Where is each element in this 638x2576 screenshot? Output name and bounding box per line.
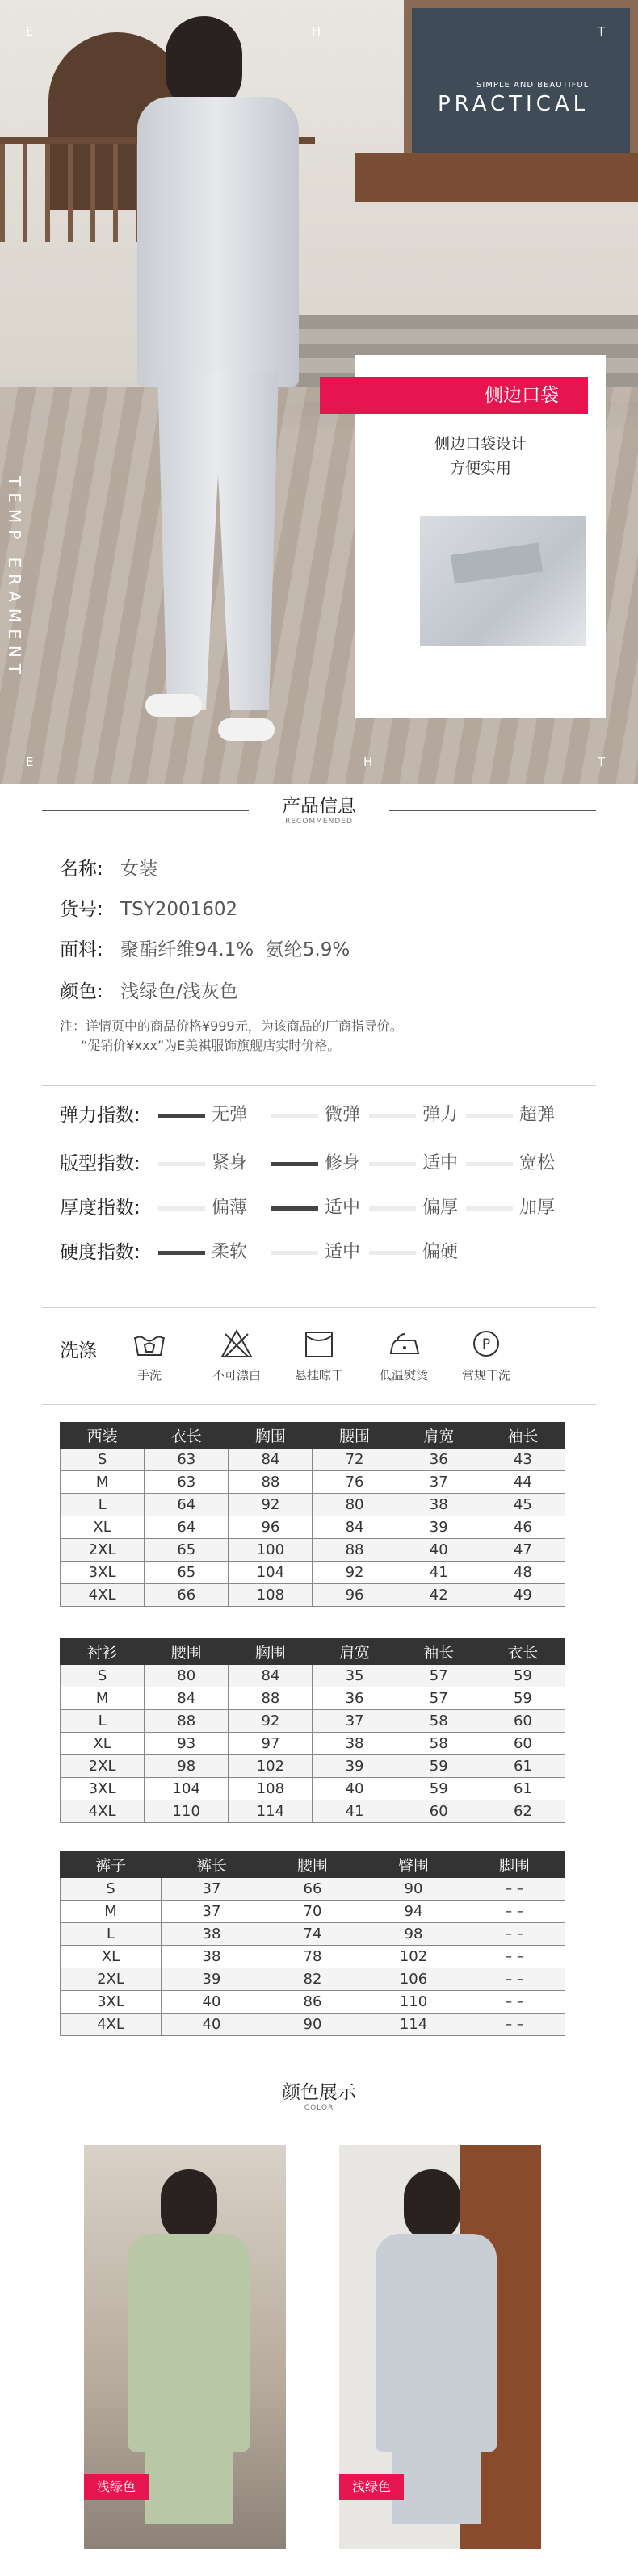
table-header-row [61,1852,565,1878]
table-cell: 57 [397,1687,481,1710]
table-row [61,1584,565,1607]
table-header-cell: 腰围 [313,1423,397,1449]
index-option-bar [271,1114,318,1118]
table-cell: 96 [313,1584,397,1607]
table-cell: 3XL [61,1991,162,2014]
index-option-bar [271,1162,318,1166]
table-header-cell: 裤子 [61,1852,162,1878]
table-row [61,1471,565,1494]
table-cell: 41 [313,1800,397,1823]
table-cell: L [61,1923,162,1946]
table-header-cell: 裤长 [162,1852,262,1878]
photo-model-outfit [128,2234,250,2452]
table-row [61,1733,565,1755]
table-row [61,1923,565,1946]
table-row [61,1710,565,1733]
table-cell: 110 [145,1800,229,1823]
divider-info [42,1085,596,1086]
photo-model-head [161,2169,217,2242]
index-option-bar [466,1206,513,1211]
table-cell: S [61,1449,145,1471]
price-note-line1: 注：详情页中的商品价格¥999元，为该商品的厂商指导价。 [60,1018,403,1034]
info-fabric-label: 面料: [60,939,103,960]
table-row [61,1778,565,1800]
table-cell: 59 [481,1665,565,1687]
table-cell: 48 [481,1562,565,1584]
table-cell: S [61,1878,162,1901]
info-sku-row [60,894,237,921]
table-cell: 65 [145,1562,229,1584]
pocket-flap [451,543,543,584]
table-cell: 110 [363,1991,464,2014]
index-option-bar [466,1162,513,1166]
model-jacket [137,97,299,387]
table-cell: 104 [145,1778,229,1800]
table-cell: – – [464,1946,565,1968]
table-cell: XL [61,1733,145,1755]
table-cell: 78 [262,1946,363,1968]
index-option-bar [158,1251,205,1255]
table-cell: 39 [162,1968,262,1991]
index-option-text: 偏薄 [212,1198,248,1218]
table-cell: 93 [145,1733,229,1755]
hang-dry-icon [301,1328,337,1360]
corner-letter-br: T [598,755,606,769]
table-row [61,1968,565,1991]
table-cell: 2XL [61,1755,145,1778]
info-name-value: 女装 [120,859,158,880]
index-option-text: 紧身 [212,1153,248,1173]
table-cell: 37 [397,1471,481,1494]
index-label: 厚度指数: [60,1198,141,1219]
table-cell: 74 [262,1923,363,1946]
table-row [61,1991,565,2014]
index-option-text: 柔软 [212,1242,248,1262]
table-cell: 47 [481,1539,565,1562]
info-color-row [60,976,238,1003]
info-fabric-value: 聚酯纤维94.1% 氨纶5.9% [120,939,350,960]
table-cell: – – [464,1991,565,2014]
index-option-text: 无弹 [212,1105,248,1125]
model-shoe-left [145,694,202,717]
table-row [61,1755,565,1778]
table-row [61,1878,565,1901]
index-option-text: 弹力 [422,1105,459,1125]
dry-clean-icon [468,1328,504,1360]
model-shoe-right [218,718,275,741]
index-option-text: 适中 [325,1198,361,1218]
table-row [61,1562,565,1584]
index-option-bar [271,1206,318,1211]
table-row [61,1665,565,1687]
index-option-bar [158,1206,205,1211]
table-cell: 36 [313,1687,397,1710]
photo-model-head [404,2169,460,2242]
info-fabric-row [60,935,350,961]
table-cell: L [61,1710,145,1733]
wash-item-label: 悬挂晾干 [294,1368,343,1382]
info-name-label: 名称: [60,859,103,880]
feature-desc-line1: 侧边口袋设计 [434,435,527,453]
table-header-cell: 胸围 [229,1423,313,1449]
table-header-cell: 胸围 [229,1639,313,1665]
info-sku-label: 货号: [60,899,103,920]
corner-letter-tr: T [598,24,606,39]
table-cell: 40 [397,1539,481,1562]
table-header-cell: 衣长 [481,1639,565,1665]
table-cell: 4XL [61,1584,145,1607]
hero-planter [355,153,638,202]
table-cell: 90 [262,2014,363,2036]
corner-letter-bl: E [26,755,34,769]
table-cell: 59 [397,1755,481,1778]
table-cell: 40 [313,1778,397,1800]
table-header-cell: 腰围 [262,1852,363,1878]
index-option-text: 偏硬 [422,1242,459,1262]
table-row [61,1449,565,1471]
table-cell: 38 [397,1494,481,1516]
hero-subtitle: SIMPLE AND BEAUTIFUL [476,81,590,90]
table-cell: – – [464,2014,565,2036]
size-table-shirt [60,1638,565,1823]
photo-model-legs [392,2444,481,2524]
corner-letter-bm: H [363,755,373,769]
corner-letter-tm: H [312,24,321,39]
table-cell: 84 [229,1665,313,1687]
table-header-cell: 西装 [61,1423,145,1449]
wash-item-hang-dry [279,1328,359,1383]
table-cell: 35 [313,1665,397,1687]
index-row [60,1239,577,1266]
table-cell: 40 [162,2014,262,2036]
info-color-value: 浅绿色/浅灰色 [120,981,238,1002]
index-option-text: 修身 [325,1153,361,1173]
table-cell: M [61,1901,162,1923]
heading-line-left [42,810,249,811]
price-note [60,1017,403,1056]
table-cell: 49 [481,1584,565,1607]
color-show-subtitle: COLOR [304,2104,334,2112]
table-cell: 88 [313,1539,397,1562]
table-cell: 92 [229,1710,313,1733]
table-cell: 4XL [61,1800,145,1823]
index-option-bar [158,1162,205,1166]
table-cell: 59 [481,1687,565,1710]
table-cell: 37 [313,1710,397,1733]
table-header-cell: 衣长 [145,1423,229,1449]
table-cell: 63 [145,1471,229,1494]
table-header-row [61,1423,565,1449]
table-cell: M [61,1471,145,1494]
table-cell: M [61,1687,145,1710]
svg-text:P: P [481,1336,491,1353]
info-color-label: 颜色: [60,981,103,1002]
table-cell: 39 [397,1516,481,1539]
index-option-text: 适中 [325,1242,361,1262]
table-cell: 64 [145,1516,229,1539]
wash-item-no-bleach [196,1328,277,1383]
index-option-bar [369,1162,416,1166]
index-option-bar [466,1114,513,1118]
table-cell: 84 [313,1516,397,1539]
heading-line-right [389,810,596,811]
table-cell: 42 [397,1584,481,1607]
wash-item-low-iron [363,1328,444,1383]
table-cell: 98 [145,1755,229,1778]
table-cell: 3XL [61,1778,145,1800]
wash-item-label: 常规干洗 [461,1368,510,1382]
table-cell: 38 [162,1923,262,1946]
color-show-heading [0,2082,638,2113]
table-header-cell: 袖长 [397,1639,481,1665]
index-row [60,1102,577,1129]
table-cell: – – [464,1923,565,1946]
table-cell: 102 [229,1755,313,1778]
table-cell: 88 [229,1687,313,1710]
size-table-pants [60,1851,565,2036]
index-label: 版型指数: [60,1153,141,1174]
table-cell: 106 [363,1968,464,1991]
table-header-cell: 袖长 [481,1423,565,1449]
table-cell: 104 [229,1562,313,1584]
table-cell: 94 [363,1901,464,1923]
table-cell: 76 [313,1471,397,1494]
table-cell: 63 [145,1449,229,1471]
photo-model-legs [145,2444,233,2524]
table-cell: 41 [397,1562,481,1584]
feature-tag: 侧边口袋 [320,377,588,414]
wash-label: 洗涤 [60,1340,97,1361]
index-option-bar [369,1206,416,1211]
size-table-jacket [60,1422,565,1607]
table-cell: 88 [145,1710,229,1733]
divider-wash [42,1404,596,1405]
color-tag: 浅绿色 [84,2474,149,2500]
table-cell: 108 [229,1778,313,1800]
price-note-line2: “促销价¥xxx”为E美祺服饰旗舰店实时价格。 [81,1038,341,1053]
table-cell: 97 [229,1733,313,1755]
hero-vertical-text: TEMP ERAMENT [5,476,24,681]
table-cell: 102 [363,1946,464,1968]
hand-wash-icon [132,1328,167,1360]
table-cell: 88 [229,1471,313,1494]
table-cell: 57 [397,1665,481,1687]
table-row [61,1687,565,1710]
hero-model-photo [121,16,307,742]
table-cell: 37 [162,1878,262,1901]
table-cell: – – [464,1968,565,1991]
table-cell: 84 [145,1687,229,1710]
no-bleach-icon [219,1328,254,1360]
wash-item-label: 手洗 [136,1368,162,1382]
table-cell: 82 [262,1968,363,1991]
wash-item-label: 不可漂白 [212,1368,261,1382]
index-option-text: 超弹 [519,1105,556,1125]
index-row [60,1194,577,1222]
table-cell: 62 [481,1800,565,1823]
index-option-text: 适中 [422,1153,459,1173]
product-info-title: 产品信息 [282,796,356,817]
table-cell: 39 [313,1755,397,1778]
table-cell: 36 [397,1449,481,1471]
table-cell: 43 [481,1449,565,1471]
table-row [61,1800,565,1823]
table-cell: 86 [262,1991,363,2014]
feature-desc-line2: 方便实用 [449,459,511,477]
pocket-detail-photo [420,516,586,646]
table-row [61,2014,565,2036]
table-cell: 70 [262,1901,363,1923]
index-option-text: 偏厚 [422,1198,459,1218]
table-cell: 61 [481,1778,565,1800]
table-cell: XL [61,1946,162,1968]
table-row [61,1494,565,1516]
table-cell: 46 [481,1516,565,1539]
hero-title: PRACTICAL [438,92,590,116]
table-cell: 60 [397,1800,481,1823]
table-cell: 108 [229,1584,313,1607]
info-sku-value: TSY2001602 [120,899,238,920]
table-header-cell: 肩宽 [313,1639,397,1665]
wash-item-label: 低温熨烫 [379,1368,428,1382]
index-label: 弹力指数: [60,1105,141,1126]
table-cell: 3XL [61,1562,145,1584]
table-cell: 64 [145,1494,229,1516]
table-cell: 92 [313,1562,397,1584]
index-label: 硬度指数: [60,1242,141,1263]
table-row [61,1539,565,1562]
wash-item-hand-wash [109,1328,190,1383]
table-cell: 80 [313,1494,397,1516]
table-row [61,1516,565,1539]
table-cell: 92 [229,1494,313,1516]
table-cell: 84 [229,1449,313,1471]
table-cell: – – [464,1878,565,1901]
table-cell: 60 [481,1710,565,1733]
table-cell: 59 [397,1778,481,1800]
table-cell: 80 [145,1665,229,1687]
table-cell: 96 [229,1516,313,1539]
table-header-cell: 臀围 [363,1852,464,1878]
color-tag: 浅绿色 [339,2474,404,2500]
photo-model-outfit [376,2234,497,2452]
table-cell: 66 [262,1878,363,1901]
table-cell: S [61,1665,145,1687]
index-option-bar [369,1114,416,1118]
table-cell: 38 [313,1733,397,1755]
table-cell: 66 [145,1584,229,1607]
product-info-subtitle: RECOMMENDED [285,818,353,826]
table-cell: 58 [397,1710,481,1733]
table-cell: 100 [229,1539,313,1562]
color-photo-green [84,2145,286,2549]
table-cell: 61 [481,1755,565,1778]
table-header-cell: 脚围 [464,1852,565,1878]
model-pants [157,371,279,710]
table-cell: 2XL [61,1968,162,1991]
table-cell: 72 [313,1449,397,1471]
divider-indices [42,1307,596,1308]
table-cell: – – [464,1901,565,1923]
index-option-bar [271,1251,318,1255]
info-name-row [60,854,157,880]
table-cell: 65 [145,1539,229,1562]
table-header-cell: 衬衫 [61,1639,145,1665]
table-cell: 90 [363,1878,464,1901]
index-option-text: 宽松 [519,1153,556,1173]
table-cell: 2XL [61,1539,145,1562]
table-cell: 60 [481,1733,565,1755]
wash-item-dry-clean [446,1328,527,1383]
table-cell: 58 [397,1733,481,1755]
table-cell: 38 [162,1946,262,1968]
hero-banner [0,0,638,784]
index-option-bar [369,1251,416,1255]
table-header-cell: 肩宽 [397,1423,481,1449]
table-cell: 37 [162,1901,262,1923]
color-show-title: 颜色展示 [282,2082,356,2103]
low-iron-icon [386,1328,422,1360]
table-row [61,1901,565,1923]
table-cell: 114 [363,2014,464,2036]
table-header-cell: 腰围 [145,1639,229,1665]
index-option-text: 加厚 [519,1198,556,1218]
table-cell: 45 [481,1494,565,1516]
table-cell: 40 [162,1991,262,2014]
table-cell: 98 [363,1923,464,1946]
table-cell: 4XL [61,2014,162,2036]
index-option-text: 微弹 [325,1105,361,1125]
table-cell: 114 [229,1800,313,1823]
index-option-bar [158,1114,205,1118]
corner-letter-tl: E [26,24,34,39]
table-cell: 44 [481,1471,565,1494]
index-row [60,1150,577,1177]
table-row [61,1946,565,1968]
feature-description [355,432,606,480]
color-photo-gray [339,2145,541,2549]
table-header-row [61,1639,565,1665]
table-cell: XL [61,1516,145,1539]
table-cell: L [61,1494,145,1516]
product-info-heading [0,796,638,826]
